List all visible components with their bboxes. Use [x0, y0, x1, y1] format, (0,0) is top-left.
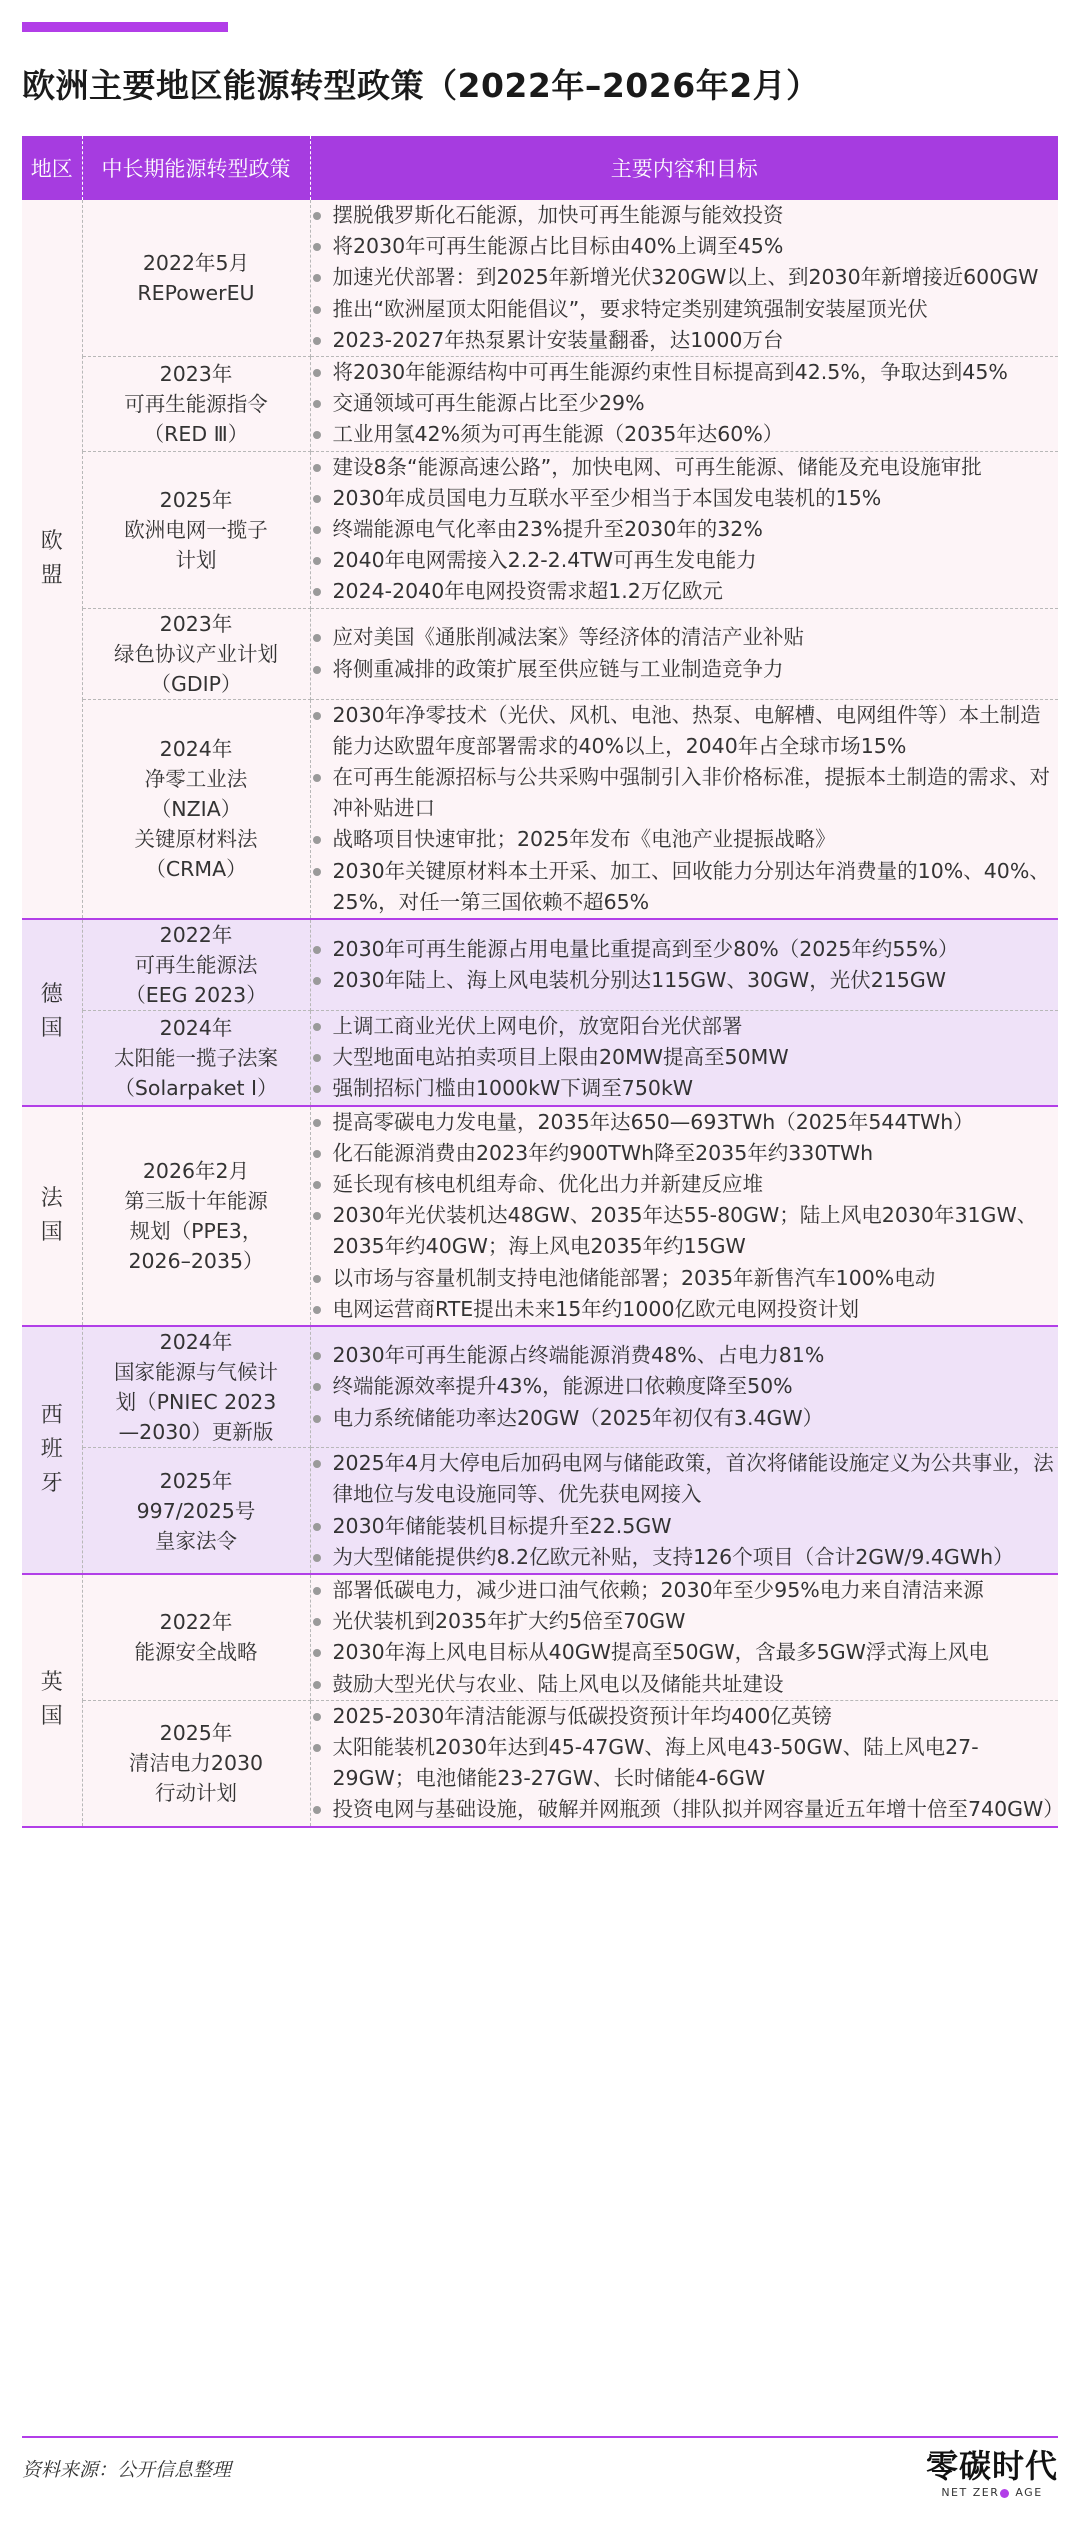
page-title: 欧洲主要地区能源转型政策（2022年–2026年2月）: [22, 66, 820, 105]
footer-divider: [22, 2436, 1058, 2438]
table-row: [22, 451, 1058, 608]
bullet-dot-icon: [313, 212, 321, 220]
table-row: [22, 200, 1058, 357]
logo-subtext: [926, 2486, 1058, 2500]
table-row: [22, 1326, 1058, 1448]
policy-name: 2024年 太阳能一揽子法案 （Solarpaket Ⅰ）: [82, 1011, 310, 1106]
policy-name: 2023年 绿色协议产业计划 （GDIP）: [82, 608, 310, 699]
table-row: [22, 608, 1058, 699]
bullet-item: 终端能源效率提升43%，能源进口依赖度降至50%: [311, 1371, 1059, 1402]
table-row: [22, 1448, 1058, 1574]
bullet-item: 2030年储能装机目标提升至22.5GW: [311, 1511, 1059, 1542]
bullet-dot-icon: [313, 868, 321, 876]
bullet-list: [311, 1575, 1059, 1700]
bullet-dot-icon: [313, 557, 321, 565]
source-note: 资料来源：公开信息整理: [22, 2459, 232, 2481]
bullet-list: [311, 1340, 1059, 1434]
region-uk: 英 国: [22, 1574, 82, 1827]
bullet-dot-icon: [313, 666, 321, 674]
bullet-dot-icon: [313, 1054, 321, 1062]
bullet-dot-icon: [313, 1150, 321, 1158]
bullet-list: [311, 934, 1059, 996]
policy-name: 2025年 997/2025号 皇家法令: [82, 1448, 310, 1574]
bullet-list: [311, 1701, 1064, 1826]
logo-sub-right: AGE: [1015, 2486, 1043, 2499]
policy-content: [310, 1106, 1058, 1326]
bullet-dot-icon: [313, 1744, 321, 1752]
policy-name: 2023年 可再生能源指令 （RED Ⅲ）: [82, 357, 310, 452]
bullet-item: 将侧重减排的政策扩展至供应链与工业制造竞争力: [311, 654, 1059, 685]
bullet-item: 应对美国《通胀削减法案》等经济体的清洁产业补贴: [311, 622, 1059, 653]
bullet-item: 强制招标门槛由1000kW下调至750kW: [311, 1073, 1059, 1104]
policy-content: [310, 1326, 1058, 1448]
bullet-dot-icon: [313, 1119, 321, 1127]
bullet-list: [311, 1107, 1059, 1325]
policy-name: 2022年5月 REPowerEU: [82, 200, 310, 357]
bullet-dot-icon: [313, 1681, 321, 1689]
bullet-item: 2024-2040年电网投资需求超1.2万亿欧元: [311, 576, 1059, 607]
bullet-item: 电力系统储能功率达20GW（2025年初仅有3.4GW）: [311, 1403, 1059, 1434]
bullet-dot-icon: [313, 1618, 321, 1626]
bullet-item: 建设8条“能源高速公路”，加快电网、可再生能源、储能及充电设施审批: [311, 452, 1059, 483]
policy-content: [310, 699, 1058, 919]
bullet-dot-icon: [313, 1587, 321, 1595]
bullet-item: 战略项目快速审批；2025年发布《电池产业提振战略》: [311, 824, 1059, 855]
table-row: [22, 919, 1058, 1011]
bullet-dot-icon: [313, 836, 321, 844]
logo-dot-icon: [1000, 2489, 1009, 2498]
bullet-item: 推出“欧洲屋顶太阳能倡议”，要求特定类别建筑强制安装屋顶光伏: [311, 294, 1059, 325]
bullet-item: 2030年关键原材料本土开采、加工、回收能力分别达年消费量的10%、40%、25%，对任一第三国依赖不超65%: [311, 856, 1059, 918]
bullet-item: 光伏装机到2035年扩大约5倍至70GW: [311, 1606, 1059, 1637]
bullet-item: 2030年净零技术（光伏、风机、电池、热泵、电解槽、电网组件等）本土制造能力达欧盟年度部署需求的40%以上，2040年占全球市场15%: [311, 700, 1059, 762]
bullet-item: 上调工商业光伏上网电价，放宽阳台光伏部署: [311, 1011, 1059, 1042]
bullet-item: 2030年陆上、海上风电装机分别达115GW、30GW，光伏215GW: [311, 965, 1059, 996]
policy-name: 2025年 欧洲电网一揽子 计划: [82, 451, 310, 608]
bullet-item: 2030年可再生能源占终端能源消费48%、占电力81%: [311, 1340, 1059, 1371]
bullet-item: 2030年海上风电目标从40GW提高至50GW，含最多5GW浮式海上风电: [311, 1637, 1059, 1668]
bullet-item: 2030年可再生能源占用电量比重提高到至少80%（2025年约55%）: [311, 934, 1059, 965]
bullet-dot-icon: [313, 1085, 321, 1093]
bullet-item: 2025-2030年清洁能源与低碳投资预计年均400亿英镑: [311, 1701, 1059, 1732]
bullet-dot-icon: [313, 1554, 321, 1562]
bullet-dot-icon: [313, 774, 321, 782]
region-de: 德 国: [22, 919, 82, 1106]
bullet-item: 电网运营商RTE提出未来15年约1000亿欧元电网投资计划: [311, 1294, 1059, 1325]
bullet-dot-icon: [313, 1806, 321, 1814]
policy-name: 2022年 能源安全战略: [82, 1574, 310, 1700]
header-region: 地区: [22, 136, 82, 200]
bullet-item: 加速光伏部署：到2025年新增光伏320GW以上、到2030年新增接近600GW: [311, 262, 1059, 293]
bullet-list: [311, 622, 1059, 684]
bullet-item: 投资电网与基础设施，破解并网瓶颈（排队拟并网容量近五年增十倍至740GW）: [311, 1794, 1059, 1825]
policy-content: [310, 451, 1058, 608]
bullet-list: [311, 357, 1059, 451]
policy-content: [310, 1448, 1058, 1574]
table-row: [22, 357, 1058, 452]
bullet-item: 在可再生能源招标与公共采购中强制引入非价格标准，提振本土制造的需求、对冲补贴进口: [311, 762, 1059, 824]
bullet-item: 大型地面电站拍卖项目上限由20MW提高至50MW: [311, 1042, 1059, 1073]
policy-table: [22, 136, 1064, 1828]
policy-content: [310, 1700, 1064, 1826]
bullet-item: 部署低碳电力，减少进口油气依赖；2030年至少95%电力来自清洁来源: [311, 1575, 1059, 1606]
bullet-list: [311, 200, 1059, 356]
table-row: [22, 1011, 1058, 1106]
bullet-dot-icon: [313, 400, 321, 408]
bullet-item: 2040年电网需接入2.2-2.4TW可再生发电能力: [311, 545, 1059, 576]
bullet-dot-icon: [313, 337, 321, 345]
policy-content: [310, 608, 1058, 699]
region-fr: 法 国: [22, 1106, 82, 1326]
region-es: 西 班 牙: [22, 1326, 82, 1574]
bullet-item: 摆脱俄罗斯化石能源，加快可再生能源与能效投资: [311, 200, 1059, 231]
bullet-list: [311, 452, 1059, 608]
bullet-dot-icon: [313, 306, 321, 314]
policy-content: [310, 919, 1058, 1011]
table-row: [22, 1700, 1058, 1826]
header-content: 主要内容和目标: [310, 136, 1058, 200]
bullet-item: 工业用氢42%须为可再生能源（2035年达60%）: [311, 419, 1059, 450]
bullet-dot-icon: [313, 946, 321, 954]
bullet-item: 提高零碳电力发电量，2035年达650—693TWh（2025年544TWh）: [311, 1107, 1059, 1138]
policy-name: 2024年 净零工业法 （NZIA） 关键原材料法 （CRMA）: [82, 699, 310, 919]
bullet-dot-icon: [313, 243, 321, 251]
bullet-list: [311, 700, 1059, 918]
table-row: [22, 1106, 1058, 1326]
bullet-item: 鼓励大型光伏与农业、陆上风电以及储能共址建设: [311, 1669, 1059, 1700]
bullet-item: 2030年成员国电力互联水平至少相当于本国发电装机的15%: [311, 483, 1059, 514]
policy-content: [310, 357, 1058, 452]
bullet-dot-icon: [313, 1023, 321, 1031]
bullet-dot-icon: [313, 1212, 321, 1220]
bullet-item: 延长现有核电机组寿命、优化出力并新建反应堆: [311, 1169, 1059, 1200]
bullet-dot-icon: [313, 634, 321, 642]
policy-name: 2024年 国家能源与气候计 划（PNIEC 2023 —2030）更新版: [82, 1326, 310, 1448]
header-policy: 中长期能源转型政策: [82, 136, 310, 200]
bullet-item: 终端能源电气化率由23%提升至2030年的32%: [311, 514, 1059, 545]
bullet-item: 以市场与容量机制支持电池储能部署；2035年新售汽车100%电动: [311, 1263, 1059, 1294]
bullet-item: 2030年光伏装机达48GW、2035年达55-80GW；陆上风电2030年31GW、2035年约40GW；海上风电2035年约15GW: [311, 1200, 1059, 1262]
bullet-dot-icon: [313, 431, 321, 439]
bullet-dot-icon: [313, 1181, 321, 1189]
bullet-dot-icon: [313, 977, 321, 985]
bullet-item: 太阳能装机2030年达到45-47GW、海上风电43-50GW、陆上风电27-29GW；电池储能23-27GW、长时储能4-6GW: [311, 1732, 1059, 1794]
bullet-list: [311, 1448, 1059, 1573]
bullet-item: 化石能源消费由2023年约900TWh降至2035年约330TWh: [311, 1138, 1059, 1169]
bullet-dot-icon: [313, 274, 321, 282]
table-header-row: [22, 136, 1058, 200]
table-row: [22, 1574, 1058, 1700]
policy-content: [310, 1574, 1058, 1700]
bullet-item: 2023-2027年热泵累计安装量翻番，达1000万台: [311, 325, 1059, 356]
bullet-dot-icon: [313, 1352, 321, 1360]
bullet-dot-icon: [313, 526, 321, 534]
bullet-dot-icon: [313, 495, 321, 503]
bullet-item: 将2030年可再生能源占比目标由40%上调至45%: [311, 231, 1059, 262]
policy-name: 2026年2月 第三版十年能源 规划（PPE3， 2026–2035）: [82, 1106, 310, 1326]
bullet-dot-icon: [313, 1460, 321, 1468]
bullet-dot-icon: [313, 1383, 321, 1391]
bullet-item: 2025年4月大停电后加码电网与储能政策，首次将储能设施定义为公共事业，法律地位与发电设施同等、优先获电网接入: [311, 1448, 1059, 1510]
bullet-item: 为大型储能提供约8.2亿欧元补贴，支持126个项目（合计2GW/9.4GWh）: [311, 1542, 1059, 1573]
policy-content: [310, 200, 1058, 357]
policy-content: [310, 1011, 1058, 1106]
policy-name: 2022年 可再生能源法 （EEG 2023）: [82, 919, 310, 1011]
bullet-item: 将2030年能源结构中可再生能源约束性目标提高到42.5%，争取达到45%: [311, 357, 1059, 388]
bullet-list: [311, 1011, 1059, 1105]
region-eu: 欧 盟: [22, 200, 82, 919]
bullet-dot-icon: [313, 1275, 321, 1283]
brand-logo: [926, 2446, 1058, 2500]
bullet-dot-icon: [313, 588, 321, 596]
logo-text: 零碳时代: [925, 2447, 1058, 2485]
policy-name: 2025年 清洁电力2030 行动计划: [82, 1700, 310, 1826]
logo-sub-left: NET ZER: [941, 2486, 1000, 2499]
bullet-dot-icon: [313, 1649, 321, 1657]
bullet-dot-icon: [313, 369, 321, 377]
table-row: [22, 699, 1058, 919]
bullet-item: 交通领域可再生能源占比至少29%: [311, 388, 1059, 419]
bullet-dot-icon: [313, 712, 321, 720]
bullet-dot-icon: [313, 1713, 321, 1721]
bullet-dot-icon: [313, 1306, 321, 1314]
bullet-dot-icon: [313, 1523, 321, 1531]
accent-bar: [22, 22, 228, 32]
bullet-dot-icon: [313, 464, 321, 472]
bullet-dot-icon: [313, 1415, 321, 1423]
